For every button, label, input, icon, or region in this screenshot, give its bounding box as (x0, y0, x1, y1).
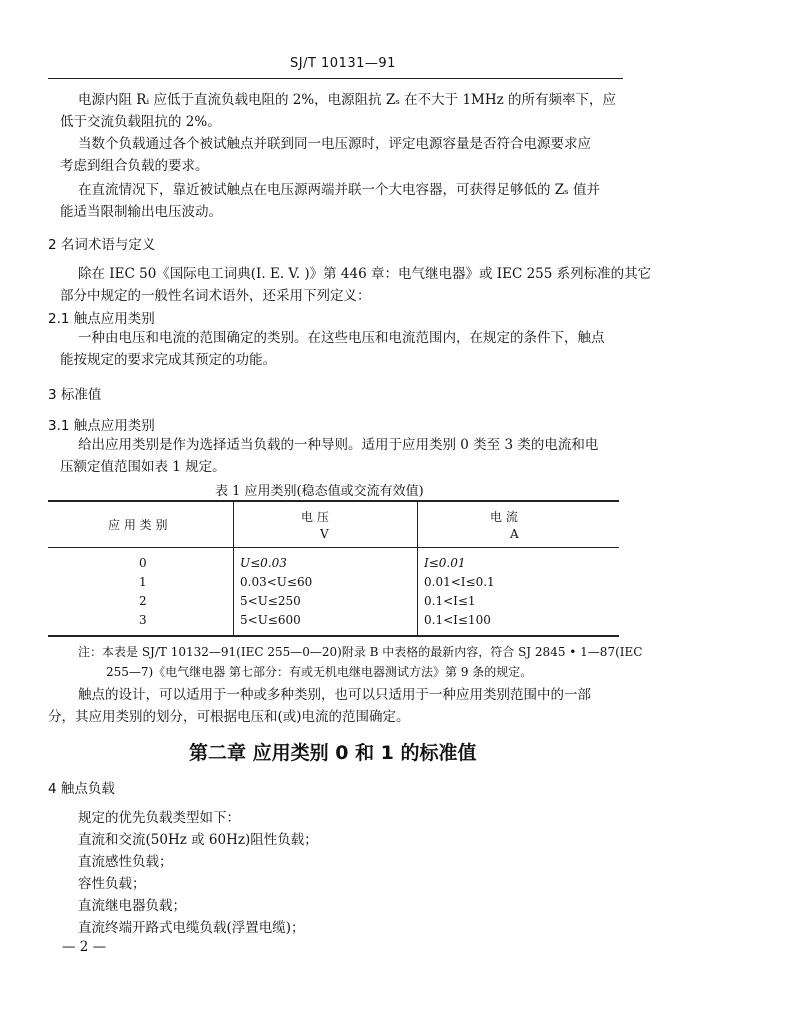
section-4-heading: 4 触点负载 (48, 781, 115, 797)
table-header-rule (48, 547, 619, 548)
table-row-0-current: I≤0.01 (424, 556, 466, 570)
section-4-item-2: 直流和交流(50Hz 或 60Hz)阻性负载； (78, 832, 318, 848)
table-row-1-category: 1 (139, 575, 147, 589)
intro-paragraph-3-line-2: 能适当限制输出电压波动。 (60, 204, 222, 220)
section-4-item-6: 直流终端开路式电缆负载(浮置电缆)； (78, 920, 305, 936)
section-3-1-heading: 3.1 触点应用类别 (48, 418, 155, 434)
table-header-category: 应 用 类 别 (108, 518, 168, 532)
section-4-item-1: 规定的优先负载类型如下： (78, 810, 240, 826)
intro-paragraph-1-line-2: 低于交流负载阻抗的 2%。 (60, 114, 221, 130)
section-2-paragraph-line-2: 部分中规定的一般性名词术语外，还采用下列定义： (60, 288, 371, 304)
table-bottom-rule (48, 635, 619, 637)
table-top-rule (48, 500, 619, 502)
table-header-voltage: 电 压 (301, 510, 329, 524)
table-row-3-current: 0.1<I≤100 (424, 613, 491, 627)
section-3-heading: 3 标准值 (48, 387, 102, 403)
table-row-2-voltage: 5<U≤250 (240, 594, 301, 608)
after-table-paragraph-line-2: 分，其应用类别的划分，可根据电压和(或)电流的范围确定。 (48, 709, 410, 725)
intro-paragraph-1-line-1: 电源内阻 Rᵢ 应低于直流负载电阻的 2%，电源阻抗 Zₛ 在不大于 1MHz 的所有频率下，应 (78, 92, 617, 108)
section-2-1-heading: 2.1 触点应用类别 (48, 311, 155, 327)
table-row-0-category: 0 (139, 556, 147, 570)
table-caption: 表 1 应用类别(稳态值或交流有效值) (215, 484, 424, 499)
intro-paragraph-2-line-2: 考虑到组合负载的要求。 (60, 158, 209, 174)
table-column-divider-1 (233, 501, 234, 635)
document-code-header: SJ/T 10131—91 (290, 56, 396, 71)
table-row-2-category: 2 (139, 594, 147, 608)
section-4-item-3: 直流感性负载； (78, 854, 173, 870)
chapter-title: 第二章 应用类别 0 和 1 的标准值 (189, 742, 477, 764)
intro-paragraph-3-line-1: 在直流情况下，靠近被试触点在电压源两端并联一个大电容器，可获得足够低的 Zₛ 值并 (78, 182, 601, 198)
table-header-current: 电 流 (490, 510, 518, 524)
table-note-line-1: 注：本表是 SJ/T 10132—91(IEC 255—0—20)附录 B 中表格的最新内容，符合 SJ 2845 • 1—87(IEC (78, 645, 643, 659)
section-4-item-5: 直流继电器负载； (78, 898, 186, 914)
header-rule (48, 78, 623, 79)
table-note-line-2: 255—7)《电气继电器 第七部分：有或无机电继电器测试方法》第 9 条的规定。 (106, 665, 533, 679)
table-column-divider-2 (417, 501, 418, 635)
page-number: — 2 — (62, 939, 107, 955)
table-row-3-category: 3 (139, 613, 147, 627)
section-2-1-paragraph-line-2: 能按规定的要求完成其预定的功能。 (60, 352, 276, 368)
section-3-1-paragraph-line-1: 给出应用类别是作为选择适当负载的一种导则。适用于应用类别 0 类至 3 类的电流和电 (78, 437, 599, 453)
section-4-item-4: 容性负载； (78, 876, 146, 892)
intro-paragraph-2-line-1: 当数个负载通过各个被试触点并联到同一电压源时，评定电源容量是否符合电源要求应 (78, 136, 591, 152)
table-header-current-unit: A (510, 527, 519, 541)
table-row-1-voltage: 0.03<U≤60 (240, 575, 313, 589)
table-row-3-voltage: 5<U≤600 (240, 613, 301, 627)
table-row-1-current: 0.01<I≤0.1 (424, 575, 495, 589)
after-table-paragraph-line-1: 触点的设计，可以适用于一种或多种类别，也可以只适用于一种应用类别范围中的一部 (78, 687, 591, 703)
table-row-0-voltage: U≤0.03 (240, 556, 287, 570)
table-header-voltage-unit: V (320, 527, 329, 541)
section-2-1-paragraph-line-1: 一种由电压和电流的范围确定的类别。在这些电压和电流范围内，在规定的条件下，触点 (78, 330, 605, 346)
section-2-paragraph-line-1: 除在 IEC 50《国际电工词典(I. E. V. )》第 446 章：电气继电器》或 IEC 255 系列标准的其它 (78, 266, 652, 282)
section-3-1-paragraph-line-2: 压额定值范围如表 1 规定。 (60, 459, 226, 475)
section-2-heading: 2 名词术语与定义 (48, 237, 156, 253)
table-row-2-current: 0.1<I≤1 (424, 594, 476, 608)
